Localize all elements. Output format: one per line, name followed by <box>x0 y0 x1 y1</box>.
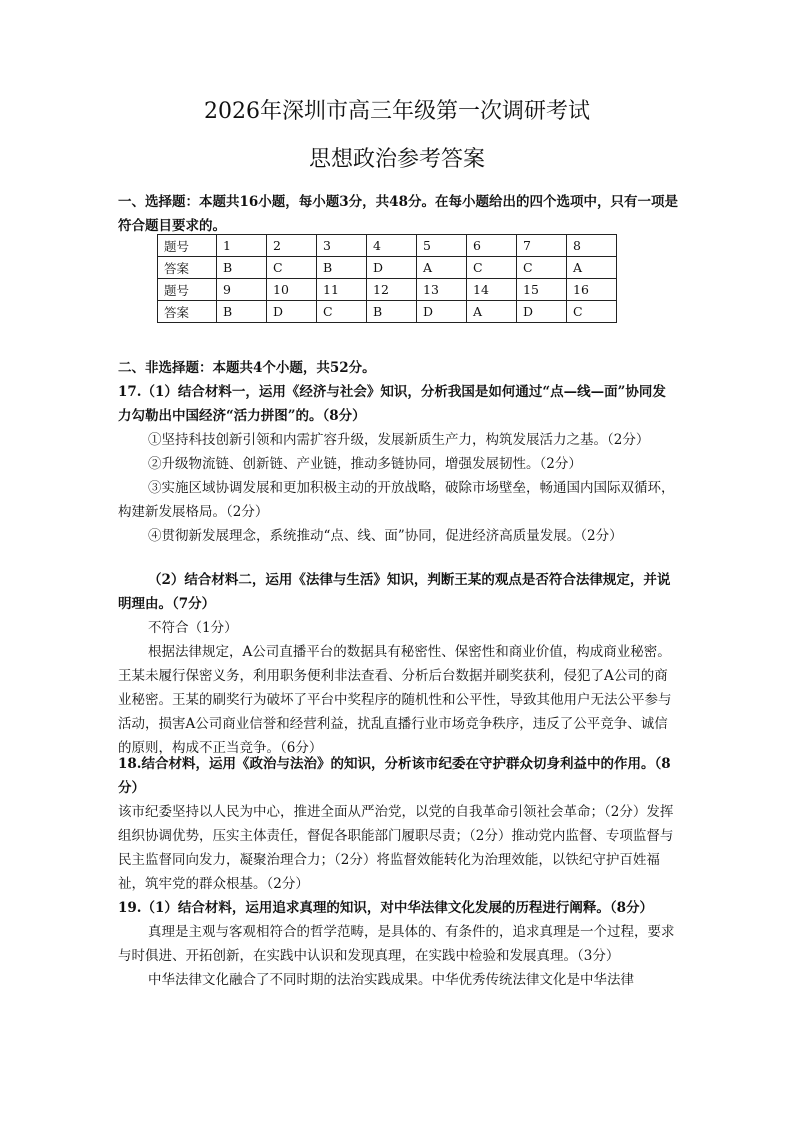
answer-table-cell: B <box>217 257 267 279</box>
answer-table-cell: 10 <box>267 279 317 301</box>
answer-table-cell: 2 <box>267 235 317 257</box>
answer-table-cell: C <box>467 257 517 279</box>
answer-table-row <box>158 257 617 279</box>
answer-table-cell: 6 <box>467 235 517 257</box>
q19-1-prompt: 19.（1）结合材料，运用追求真理的知识，对中华法律文化发展的历程进行阐释。（8分） <box>118 900 654 916</box>
answer-table-row-header: 答案 <box>158 301 217 323</box>
answer-table-row <box>158 235 617 257</box>
answer-table-row <box>158 301 617 323</box>
answer-table-cell: 15 <box>517 279 567 301</box>
q18-prompt: 18.结合材料，运用《政治与法治》的知识，分析该市纪委在守护群众切身利益中的作用。（8分） <box>118 756 671 796</box>
answer-table-cell: 1 <box>217 235 267 257</box>
answer-table-cell: 13 <box>417 279 467 301</box>
question-18 <box>118 752 678 896</box>
q17-2-prompt: （2）结合材料二，运用《法律与生活》知识，判断王某的观点是否符合法律规定，并说明理由。（7分） <box>118 572 671 612</box>
exam-title: 2026年深圳市高三年级第一次调研考试 <box>204 99 590 124</box>
answer-table-cell: D <box>267 301 317 323</box>
q18-answer: 该市纪委坚持以人民为中心，推进全面从严治党，以党的自我革命引领社会革命；（2分）发挥组织协调优势，压实主体责任，督促各职能部门履职尽责；（2分）推动党内监督、专项监督与民主监督同向发力，凝聚治理合力；（2分）将监督效能转化为治理效能，以铁纪守护百姓福祉，筑牢党的群众根基。（2分） <box>118 804 674 892</box>
answer-table-cell: 8 <box>567 235 617 257</box>
answer-table-cell: D <box>417 301 467 323</box>
section1-heading: 一、选择题：本题共16小题，每小题3分，共48分。在每小题给出的四个选项中，只有一项是符合题目要求的。 <box>118 194 678 234</box>
answer-table-cell: B <box>317 257 367 279</box>
answer-table-cell: C <box>567 301 617 323</box>
q17-1-point-4: ④贯彻新发展理念，系统推动“点、线、面”协同，促进经济高质量发展。（2分） <box>148 528 623 544</box>
section2-heading: 二、非选择题：本题共4个小题，共52分。 <box>118 360 376 376</box>
q17-1-point-3: ③实施区域协调发展和更加积极主动的开放战略，破除市场壁垒，畅通国内国际双循环，构建新发展格局。（2分） <box>118 480 675 520</box>
answer-table-cell: 12 <box>367 279 417 301</box>
q17-1-point-2: ②升级物流链、创新链、产业链，推动多链协同，增强发展韧性。（2分） <box>148 456 582 472</box>
question-17-2 <box>118 568 678 760</box>
answer-table-cell: B <box>217 301 267 323</box>
answer-table-cell: 3 <box>317 235 367 257</box>
answer-table-cell: A <box>417 257 467 279</box>
q17-2-verdict: 不符合（1分） <box>148 620 238 636</box>
q17-1-point-1: ①坚持科技创新引领和内需扩容升级，发展新质生产力，构筑发展活力之基。（2分） <box>148 432 650 448</box>
answer-table-cell: C <box>317 301 367 323</box>
answer-table-cell: 9 <box>217 279 267 301</box>
answer-table-row <box>158 279 617 301</box>
q19-1-para-2: 中华法律文化融合了不同时期的法治实践成果。中华优秀传统法律文化是中华法律 <box>148 972 634 988</box>
answer-table-cell: A <box>467 301 517 323</box>
exam-subtitle: 思想政治参考答案 <box>308 147 485 172</box>
answer-table-cell: C <box>517 257 567 279</box>
answer-table-cell: 7 <box>517 235 567 257</box>
answer-table-cell: C <box>267 257 317 279</box>
answer-table-row-header: 答案 <box>158 257 217 279</box>
question-17-1 <box>118 380 678 548</box>
answer-table-cell: 16 <box>567 279 617 301</box>
answer-table-row-header: 题号 <box>158 279 217 301</box>
question-19-1 <box>118 896 678 992</box>
answer-table-cell: 11 <box>317 279 367 301</box>
answer-table-cell: D <box>517 301 567 323</box>
answer-table-row-header: 题号 <box>158 235 217 257</box>
answer-table-cell: D <box>367 257 417 279</box>
answer-table <box>157 234 617 323</box>
q17-1-prompt: 17.（1）结合材料一，运用《经济与社会》知识，分析我国是如何通过“点—线—面”协同发力勾勒出中国经济“活力拼图”的。（8分） <box>118 384 666 424</box>
answer-table-cell: 4 <box>367 235 417 257</box>
answer-table-cell: B <box>367 301 417 323</box>
answer-table-cell: 5 <box>417 235 467 257</box>
answer-table-cell: 14 <box>467 279 517 301</box>
answer-table-cell: A <box>567 257 617 279</box>
q19-1-para-1: 真理是主观与客观相符合的哲学范畴，是具体的、有条件的，追求真理是一个过程，要求与时俱进、开拓创新，在实践中认识和发现真理，在实践中检验和发展真理。（3分） <box>118 924 675 964</box>
q17-2-reason: 根据法律规定，A公司直播平台的数据具有秘密性、保密性和商业价值，构成商业秘密。王某未履行保密义务，利用职务便利非法查看、分析后台数据并刷奖获利，侵犯了A公司的商业秘密。王某的刷奖行为破坏了平台中奖程序的随机性和公平性，导致其他用户无法公平参与活动，损害A公司商业信誉和经营利益，扰乱直播行业市场竞争秩序，违反了公平竞争、诚信的原则，构成不正当竞争。（6分） <box>118 644 672 756</box>
